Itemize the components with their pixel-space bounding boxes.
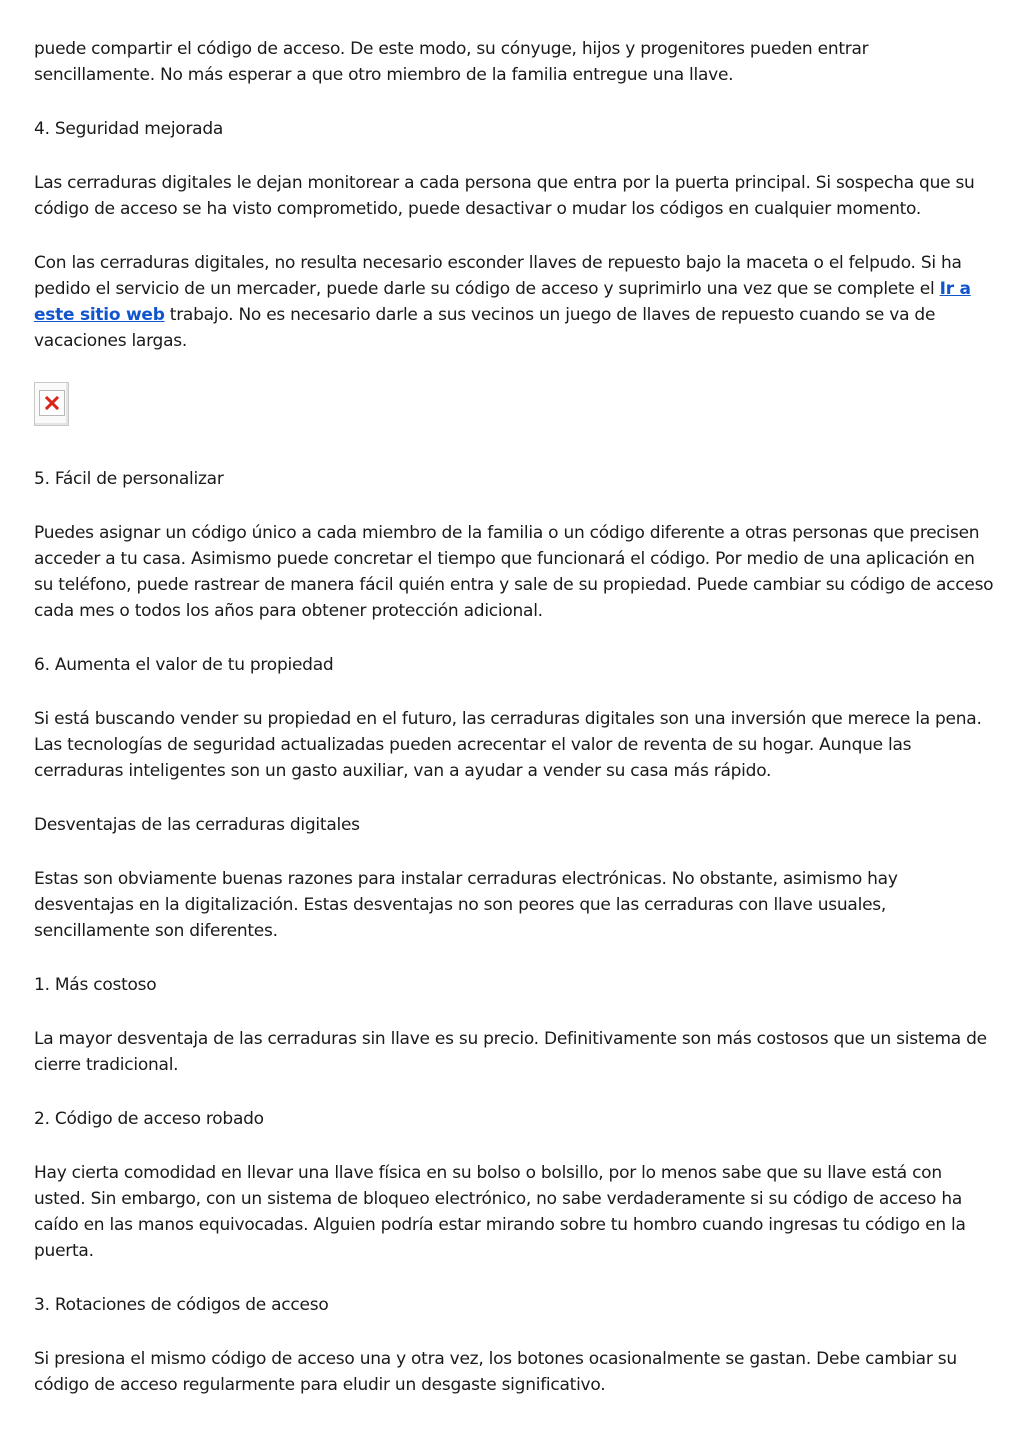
section-heading: 5. Fácil de personalizar <box>34 469 224 489</box>
paragraph: Si está buscando vender su propiedad en el futuro, las cerraduras digitales son una inversión que merece la pena. Las tecnologías de seguridad actualizadas pueden acrecentar el valor de reventa de su hogar. Aunque las cerraduras inteligentes son un gasto auxiliar, van a ayudar a vender su casa más rápido. <box>34 709 982 781</box>
paragraph-text: Con las cerraduras digitales, no resulta necesario esconder llaves de repuesto bajo la maceta o el felpudo. Si ha pedido el servicio de un mercader, puede darle su código de acceso y suprimirlo una vez que se complete el <box>34 253 962 299</box>
website-link[interactable]: Ir a este sitio web <box>34 279 971 325</box>
document-body <box>34 36 994 1426</box>
paragraph: Estas son obviamente buenas razones para instalar cerraduras electrónicas. No obstante, asimismo hay desventajas en la digitalización. Estas desventajas no son peores que las cerraduras con llave usuales, sencillamente son diferentes. <box>34 869 898 941</box>
paragraph: Las cerraduras digitales le dejan monitorear a cada persona que entra por la puerta principal. Si sospecha que su código de acceso se ha visto comprometido, puede desactivar o mudar los códigos en cualquier momento. <box>34 173 975 219</box>
paragraph: La mayor desventaja de las cerraduras sin llave es su precio. Definitivamente son más costosos que un sistema de cierre tradicional. <box>34 1029 987 1075</box>
paragraph: puede compartir el código de acceso. De este modo, su cónyuge, hijos y progenitores pueden entrar sencillamente. No más esperar a que otro miembro de la familia entregue una llave. <box>34 39 869 85</box>
paragraph: Hay cierta comodidad en llevar una llave física en su bolso o bolsillo, por lo menos sabe que su llave está con usted. Sin embargo, con un sistema de bloqueo electrónico, no sabe verdaderamente si su código de acceso ha caído en las manos equivocadas. Alguien podría estar mirando sobre tu hombro cuando ingresas tu código en la puerta. <box>34 1163 966 1261</box>
section-heading: Desventajas de las cerraduras digitales <box>34 815 360 835</box>
section-heading: 2. Código de acceso robado <box>34 1109 264 1129</box>
section-heading: 3. Rotaciones de códigos de acceso <box>34 1295 329 1315</box>
section-heading: 4. Seguridad mejorada <box>34 119 224 139</box>
section-heading: 6. Aumenta el valor de tu propiedad <box>34 655 334 675</box>
broken-image-icon <box>34 382 69 426</box>
paragraph: Si presiona el mismo código de acceso una y otra vez, los botones ocasionalmente se gastan. Debe cambiar su código de acceso regularmente para eludir un desgaste significativo. <box>34 1349 957 1395</box>
paragraph-text: trabajo. No es necesario darle a sus vecinos un juego de llaves de repuesto cuando se va de vacaciones largas. <box>34 305 936 351</box>
broken-image-frame <box>39 390 65 416</box>
close-x-icon <box>45 396 59 410</box>
paragraph-with-link <box>34 250 994 354</box>
paragraph: Puedes asignar un código único a cada miembro de la familia o un código diferente a otras personas que precisen acceder a tu casa. Asimismo puede concretar el tiempo que funcionará el código. Por medio de una aplicación en su teléfono, puede rastrear de manera fácil quién entra y sale de su propiedad. Puede cambiar su código de acceso cada mes o todos los años para obtener protección adicional. <box>34 523 994 621</box>
section-heading: 1. Más costoso <box>34 975 157 995</box>
